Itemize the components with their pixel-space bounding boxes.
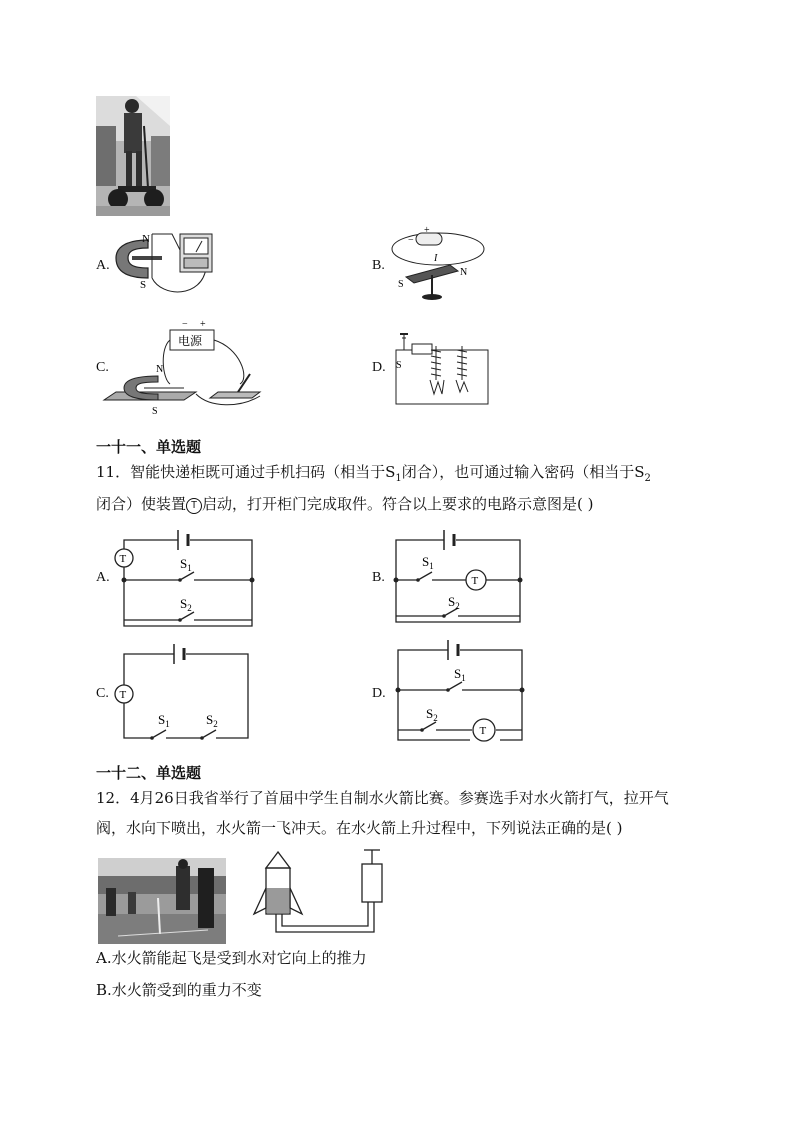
q10c-n-label: N (156, 364, 164, 375)
q11c-s1-label: $S_1$ (158, 712, 170, 729)
q11-line2-part-a: 闭合）使装置 (96, 495, 187, 513)
q10b-n-label: N (460, 267, 468, 278)
q11c-t-label: T (119, 689, 127, 701)
q11-option-a-label[interactable]: A. (96, 570, 110, 585)
q11-option-c-label[interactable]: C. (96, 686, 109, 701)
q11c-s2-label: $S_2$ (206, 712, 218, 729)
q10b-i-label: I (434, 253, 438, 264)
q11-line1-part-a: 11．智能快递柜既可通过手机扫码（相当于S (96, 463, 396, 481)
q11b-t-label: T (471, 575, 479, 587)
section-heading-11: 一十一、单选题 (96, 438, 202, 456)
q10-option-d-label[interactable]: D. (372, 360, 386, 375)
q11-circuit-a (112, 528, 257, 628)
q11-circuit-c (112, 644, 257, 742)
water-rocket-diagram (250, 848, 390, 948)
q10b-minus-label: − (408, 235, 414, 246)
q10c-power-label: 电源 (178, 334, 203, 348)
q11-line1-sub2: 2 (644, 473, 651, 484)
question-12-line-1: 12．4月26日我省举行了首届中学生自制水火箭比赛。参赛选手对水火箭打气，拉开气 (96, 789, 669, 807)
q10-figure-d (394, 328, 490, 408)
q11a-t-label: T (119, 553, 127, 565)
q11a-s2-label: $S_2$ (180, 596, 192, 613)
water-rocket-photo-art (98, 858, 226, 944)
q11d-t-label: T (479, 725, 487, 737)
q10-option-c-label[interactable]: C. (96, 360, 109, 375)
question-11-line-2 (96, 494, 594, 514)
water-rocket-photo (98, 858, 226, 944)
q12-option-b[interactable]: B.水火箭受到的重力不变 (96, 981, 262, 999)
q10c-plus-label: + (200, 319, 206, 330)
q11-line1-part-b: 闭合），也可通过输入密码（相当于S (401, 463, 645, 481)
q10c-s-label: S (152, 406, 158, 417)
q10c-minus-label: − (182, 319, 188, 330)
q11-circuit-b (388, 528, 528, 628)
q10-figure-c (100, 318, 265, 418)
q11-line1-sub1: 1 (395, 473, 402, 484)
q11b-s2-label: $S_2$ (448, 594, 460, 611)
q11b-s1-label: $S_1$ (422, 554, 434, 571)
q12-option-a[interactable]: A.水火箭能起飞是受到水对它向上的推力 (96, 949, 367, 967)
q11-line2-part-b: 启动，打开柜门完成取件。符合以上要求的电路示意图是( ) (202, 495, 594, 513)
section-heading-12: 一十二、单选题 (96, 764, 202, 782)
q10b-plus-label: + (424, 225, 430, 236)
q10a-n-label: N (142, 233, 150, 245)
question-12-line-2: 阀，水向下喷出，水火箭一飞冲天。在水火箭上升过程中，下列说法正确的是( ) (96, 819, 623, 837)
q10-figure-b (388, 225, 488, 305)
q11-option-d-label[interactable]: D. (372, 686, 386, 701)
question-11-line-1 (96, 462, 651, 489)
segway-photo-art (96, 96, 170, 216)
q10-option-a-label[interactable]: A. (96, 258, 110, 273)
q10-figure-a (112, 228, 222, 300)
q10-option-b-label[interactable]: B. (372, 258, 385, 273)
q11d-s1-label: $S_1$ (454, 666, 466, 683)
q10a-s-label: S (140, 279, 147, 291)
segway-photo (96, 96, 170, 216)
circled-t-icon: T (186, 498, 202, 514)
q10d-s-label: S (396, 360, 402, 371)
q10b-s-label: S (398, 279, 404, 290)
q11a-s1-label: $S_1$ (180, 556, 192, 573)
q11-option-b-label[interactable]: B. (372, 570, 385, 585)
q11d-s2-label: $S_2$ (426, 706, 438, 723)
q11-circuit-d (390, 640, 530, 745)
